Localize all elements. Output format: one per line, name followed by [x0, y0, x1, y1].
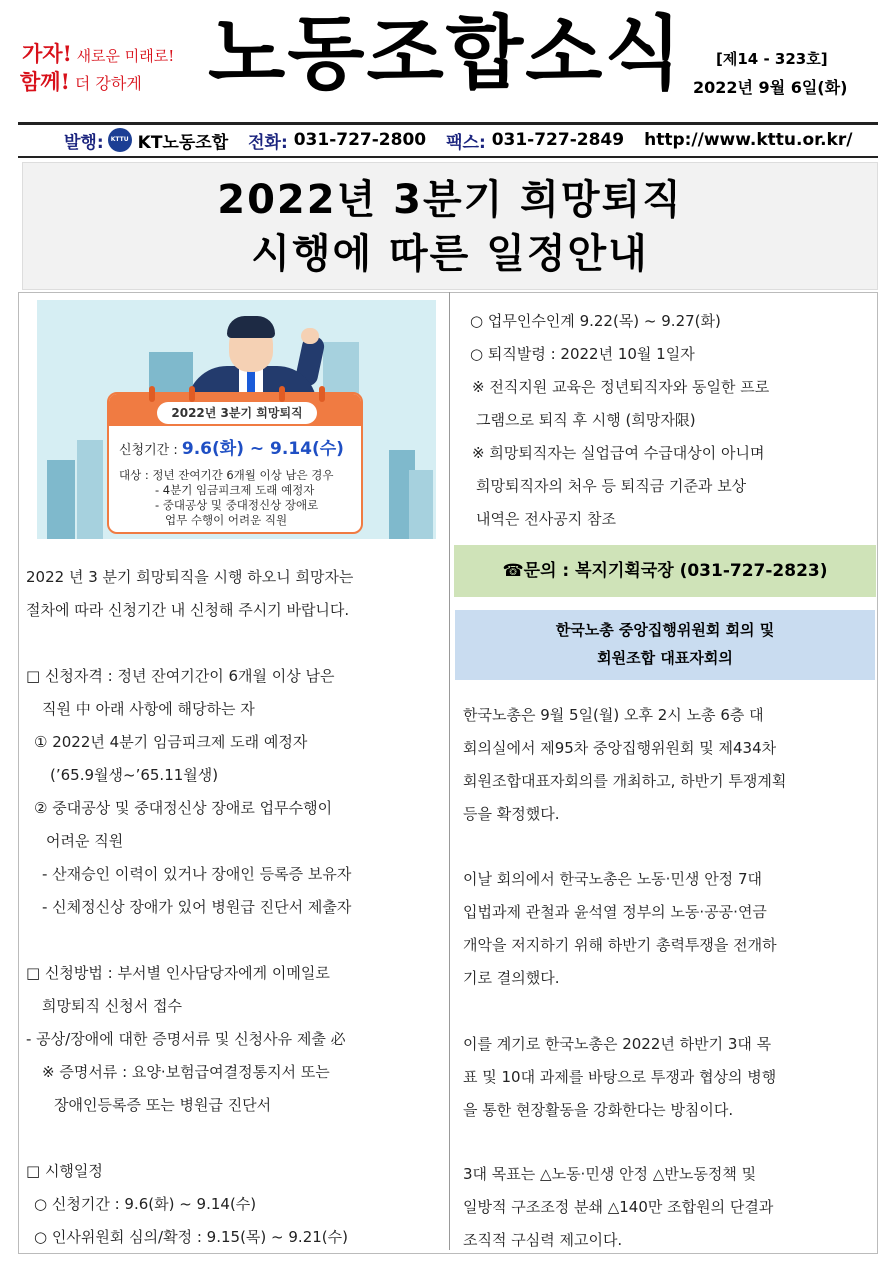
building-icon	[77, 440, 103, 539]
left-paragraph-line: ※ 증명서류 : 요양·보험급여결정통지서 또는	[42, 1063, 330, 1081]
phone-label: 전화:	[248, 132, 288, 153]
fax-number: 031-727-2849	[491, 130, 625, 150]
right-body-line: 을 통한 현장활동을 강화한다는 방침이다.	[463, 1101, 734, 1119]
calendar-card	[107, 392, 363, 534]
left-paragraph-line: ② 중대공상 및 중대정신상 장애로 업무수행이	[34, 799, 333, 817]
right-paragraph-line: ※ 희망퇴직자는 실업급여 수급대상이 아니며	[472, 444, 765, 462]
right-body-line: 한국노총은 9월 5일(월) 오후 2시 노총 6층 대	[463, 706, 764, 724]
left-paragraph-line: (’65.9월생~’65.11월생)	[50, 766, 219, 784]
issue-date: 2022년 9월 6일(화)	[693, 78, 848, 97]
right-paragraph-line: ○ 업무인수인계 9.22(목) ~ 9.27(화)	[470, 312, 721, 330]
left-paragraph-line: □ 신청방법 : 부서별 인사담당자에게 이메일로	[26, 964, 330, 982]
masthead-rule	[18, 122, 878, 125]
left-paragraph-line: 장애인등록증 또는 병원급 진단서	[54, 1096, 272, 1114]
right-body-line: 개악을 저지하기 위해 하반기 총력투쟁을 전개하	[463, 936, 777, 954]
right-paragraph-line: 희망퇴직자의 처우 등 퇴직금 기준과 보상	[476, 477, 747, 495]
headline-line-2: 시행에 따른 일정안내	[251, 231, 649, 277]
right-body-line: 입법과제 관철과 윤석열 정부의 노동·공공·연금	[463, 903, 767, 921]
calendar-targets	[119, 468, 334, 528]
left-paragraph-line: - 신체정신상 장애가 있어 병원급 진단서 제출자	[42, 898, 352, 916]
right-paragraph-line: 그램으로 퇴직 후 시행 (희망자限)	[476, 411, 696, 429]
publisher-name: KT노동조합	[137, 132, 229, 153]
left-paragraph-line: - 공상/장애에 대한 증명서류 및 신청사유 제출 必	[26, 1030, 346, 1048]
building-icon	[409, 470, 433, 539]
slogan-line-2	[20, 66, 142, 96]
calendar-target-line: 업무 수행이 어려운 직원	[165, 513, 288, 527]
calendar-title: 2022년 3분기 희망퇴직	[157, 402, 317, 424]
section-title-box	[455, 610, 875, 680]
column-divider	[449, 292, 450, 1250]
slogan-1-big: 가자!	[22, 41, 72, 66]
right-body-line: 이를 계기로 한국노총은 2022년 하반기 3대 목	[463, 1035, 772, 1053]
left-paragraph-line: 희망퇴직 신청서 접수	[42, 997, 182, 1015]
contact-box: ☎문의 : 복지기획국장 (031-727-2823)	[454, 545, 876, 597]
right-body-line: 표 및 10대 과제를 바탕으로 투쟁과 협상의 병행	[463, 1068, 777, 1086]
building-icon	[47, 460, 75, 539]
right-body-line: 3대 목표는 △노동·민생 안정 △반노동정책 및	[463, 1165, 757, 1183]
right-body-line: 회의실에서 제95차 중앙집행위원회 및 제434차	[463, 739, 777, 757]
left-paragraph-line: □ 시행일정	[26, 1162, 103, 1180]
slogan-line-1	[22, 38, 174, 68]
right-paragraph-line: 내역은 전사공지 참조	[476, 510, 616, 528]
headline-line-1: 2022년 3분기 희망퇴직	[217, 177, 683, 223]
calendar-target-line: - 4분기 임금피크제 도래 예정자	[155, 483, 315, 497]
slogan-1-small: 새로운 미래로!	[71, 47, 175, 65]
right-body-line: 등을 확정했다.	[463, 805, 560, 823]
left-paragraph-line: 직원 中 아래 사항에 해당하는 자	[42, 700, 255, 718]
website-link[interactable]: http://www.kttu.or.kr/	[644, 130, 853, 150]
retirement-illustration	[37, 300, 436, 539]
right-body-line: 회원조합대표자회의를 개최하고, 하반기 투쟁계획	[463, 772, 787, 790]
calendar-target-line: 대상 : 정년 잔여기간 6개월 이상 남은 경우	[119, 468, 334, 482]
slogan-2-small: 더 강하게	[69, 74, 142, 93]
right-body-line: 일방적 구조조정 분쇄 △140만 조합원의 단결과	[463, 1198, 774, 1216]
calendar-period: 신청기간 : 9.6(화) ~ 9.14(수)	[119, 439, 344, 459]
right-body-line: 이날 회의에서 한국노총은 노동·민생 안정 7대	[463, 870, 762, 888]
right-paragraph-line: ※ 전직지원 교육은 정년퇴직자와 동일한 프로	[472, 378, 770, 396]
left-paragraph-line: 절차에 따라 신청기간 내 신청해 주시기 바랍니다.	[26, 601, 350, 619]
right-paragraph-line: ○ 퇴직발령 : 2022년 10월 1일자	[470, 345, 695, 363]
section-title-line-2: 회원조합 대표자회의	[597, 649, 733, 667]
issue-number: [제14 - 323호]	[716, 50, 828, 68]
publisher-rule	[18, 156, 878, 158]
right-body-line: 기로 결의했다.	[463, 969, 560, 987]
kttu-logo-icon: KTTU	[108, 128, 132, 152]
left-paragraph-line: ① 2022년 4분기 임금피크제 도래 예정자	[34, 733, 308, 751]
right-body-line: 조직적 구심력 제고이다.	[463, 1231, 623, 1249]
left-paragraph-line: 2022 년 3 분기 희망퇴직을 시행 하오니 희망자는	[26, 568, 354, 586]
left-paragraph-line: ○ 신청기간 : 9.6(화) ~ 9.14(수)	[34, 1195, 257, 1213]
fax-label: 팩스:	[446, 132, 486, 153]
publisher-bar	[18, 126, 878, 154]
newsletter-title: 노동조합소식	[208, 7, 684, 100]
left-paragraph-line: - 산재승인 이력이 있거나 장애인 등록증 보유자	[42, 865, 352, 883]
left-paragraph-line: 어려운 직원	[46, 832, 124, 850]
publisher-label: 발행:	[64, 132, 104, 153]
slogan-2-big: 함께!	[20, 69, 70, 94]
calendar-period-value: 9.6(화) ~ 9.14(수)	[181, 439, 344, 459]
phone-number: 031-727-2800	[293, 130, 427, 150]
left-paragraph-line: ○ 인사위원회 심의/확정 : 9.15(목) ~ 9.21(수)	[34, 1228, 348, 1246]
section-title-line-1: 한국노총 중앙집행위원회 회의 및	[555, 621, 775, 639]
left-paragraph-line: □ 신청자격 : 정년 잔여기간이 6개월 이상 남은	[26, 667, 335, 685]
calendar-target-line: - 중대공상 및 중대정신상 장애로	[155, 498, 319, 512]
